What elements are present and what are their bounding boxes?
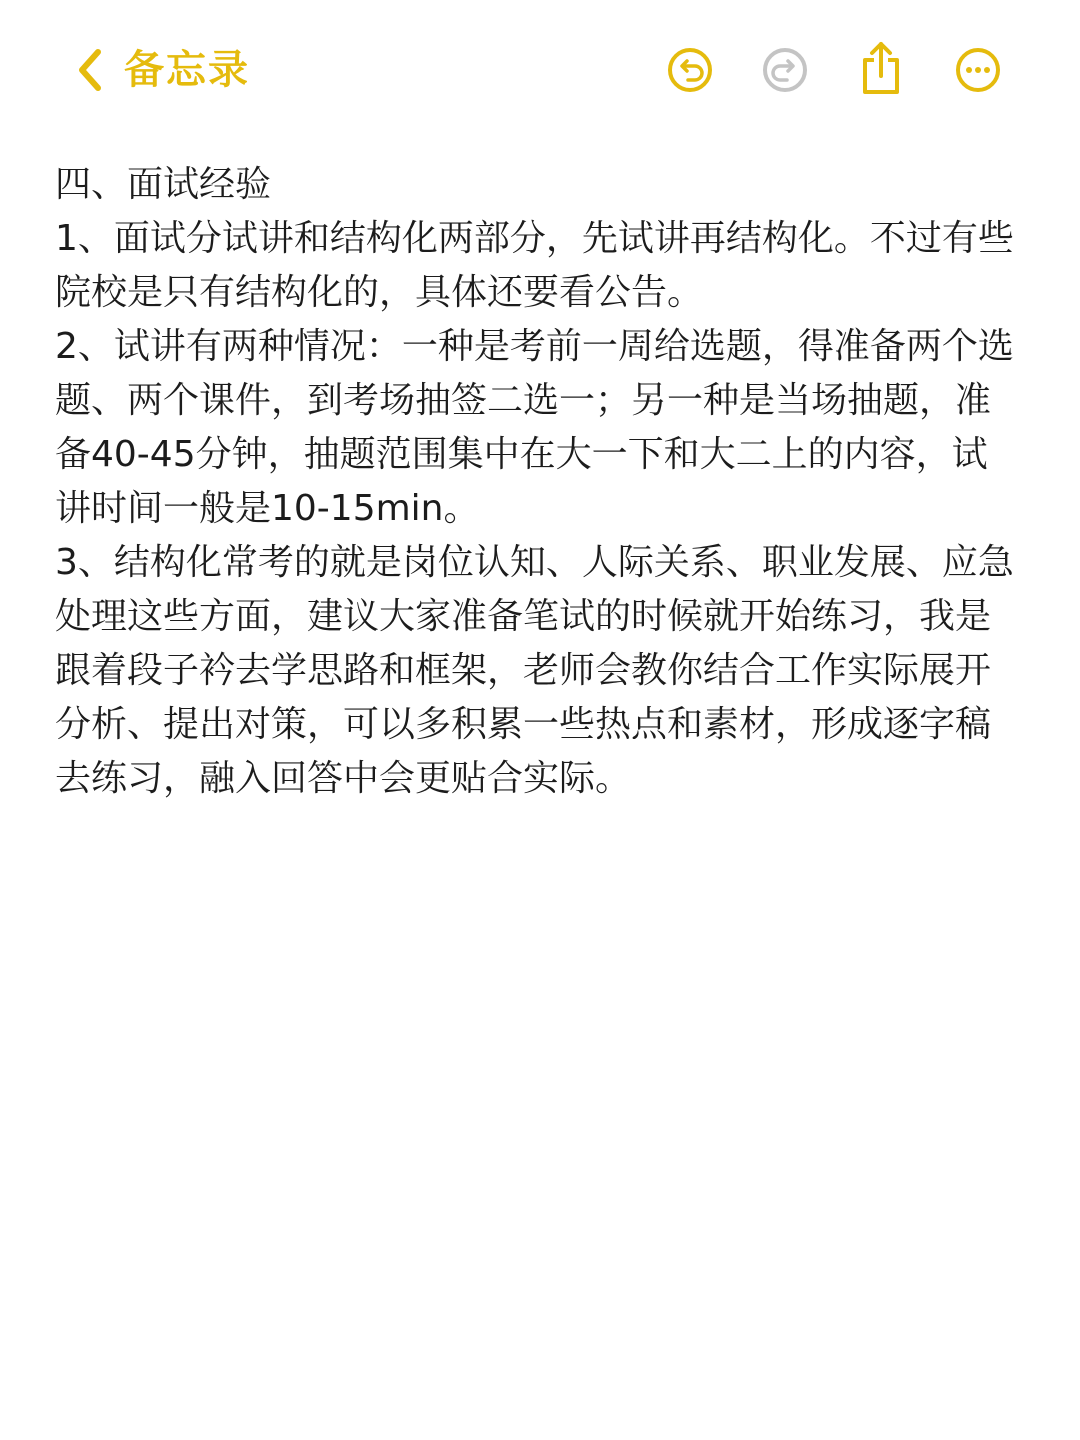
back-button[interactable] xyxy=(72,44,250,96)
note-paragraph: 3、结构化常考的就是岗位认知、人际关系、职业发展、应急处理这些方面，建议大家准备笔试的时候就开始练习，我是跟着段子衿去学思路和框架，老师会教你结合工作实际展开分析、提出对策，可以多积累一些热点和素材，形成逐字稿去练习，融入回答中会更贴合实际。 xyxy=(55,542,1014,799)
chevron-left-icon xyxy=(72,44,108,96)
note-heading: 四、面试经验 xyxy=(55,164,272,205)
redo-button[interactable] xyxy=(761,46,809,94)
redo-icon xyxy=(761,46,809,94)
note-paragraph: 1、面试分试讲和结构化两部分，先试讲再结构化。不过有些院校是只有结构化的，具体还要看公告。 xyxy=(55,218,1014,313)
share-button[interactable] xyxy=(857,40,905,88)
navigation-bar xyxy=(0,0,1080,140)
ellipsis-circle-icon xyxy=(954,46,1002,94)
more-button[interactable] xyxy=(954,46,1002,94)
undo-icon xyxy=(666,46,714,94)
undo-button[interactable] xyxy=(666,46,714,94)
back-label: 备忘录 xyxy=(124,47,250,93)
share-icon xyxy=(857,40,905,96)
note-paragraph: 2、试讲有两种情况：一种是考前一周给选题，得准备两个选题、两个课件，到考场抽签二选一；另一种是当场抽题，准备40-45分钟，抽题范围集中在大一下和大二上的内容，试讲时间一般是10-15min。 xyxy=(55,326,1014,529)
note-body[interactable] xyxy=(55,158,1020,806)
